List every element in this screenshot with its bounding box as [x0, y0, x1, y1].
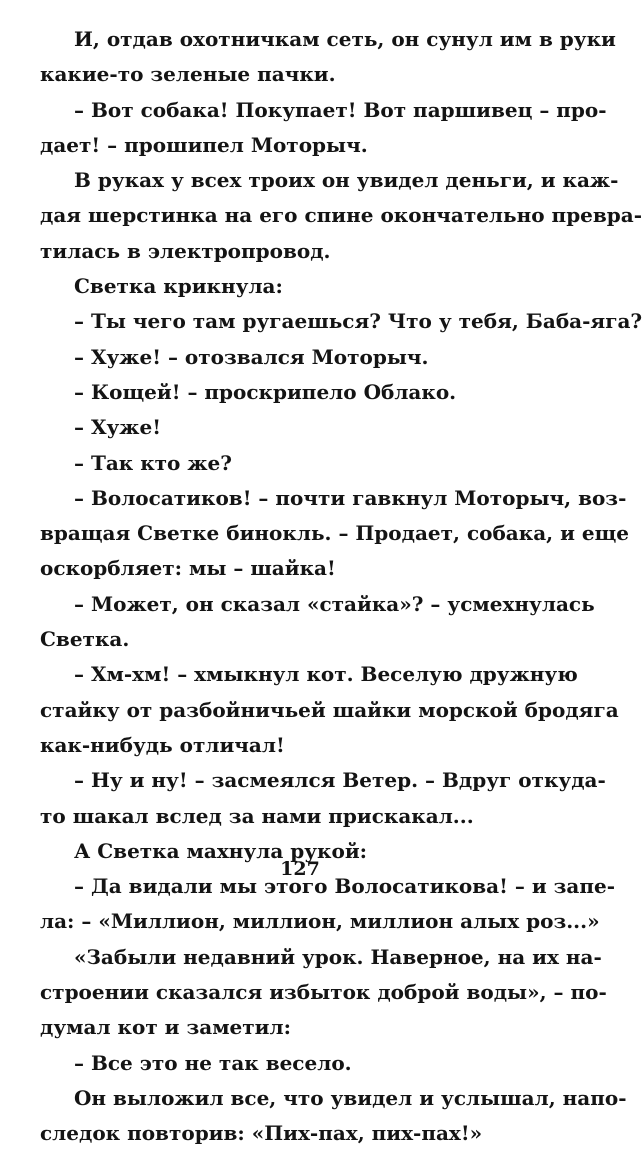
- text-line: Он выложил все, что увидел и услышал, напо-: [74, 1085, 627, 1110]
- text-line: «Забыли недавний урок. Наверное, на их на-: [74, 944, 602, 969]
- text-line: какие-то зеленые пачки.: [40, 62, 336, 87]
- text-line: думал кот и заметил:: [40, 1015, 291, 1040]
- text-line: оскорбляет: мы – шайка!: [40, 556, 336, 581]
- text-line: – Так кто же?: [74, 450, 232, 475]
- text-line: – Хуже! – отозвался Моторыч.: [74, 344, 429, 369]
- text-line: – Все это не так весело.: [74, 1050, 352, 1075]
- text-line: дает! – прошипел Моторыч.: [40, 132, 368, 157]
- book-page-text: [40, 22, 642, 1152]
- text-line: вращая Светке бинокль. – Продает, собака, и еще: [40, 521, 629, 546]
- text-line: дая шерстинка на его спине окончательно превра-: [40, 203, 642, 228]
- text-line: Светка крикнула:: [74, 274, 283, 299]
- text-line: то шакал вслед за нами прискакал...: [40, 803, 474, 828]
- text-line: стайку от разбойничьей шайки морской бродяга: [40, 697, 619, 722]
- text-line: – Хуже!: [74, 415, 161, 440]
- text-line: – Ты чего там ругаешься? Что у тебя, Баба-яга?: [74, 309, 642, 334]
- text-line: – Может, он сказал «стайка»? – усмехнулась: [74, 591, 595, 616]
- page-number: 127: [280, 858, 320, 880]
- text-line: Светка.: [40, 627, 130, 652]
- text-line: строении сказался избыток доброй воды», – по-: [40, 980, 607, 1005]
- text-line: ла: – «Миллион, миллион, миллион алых роз...»: [40, 909, 600, 934]
- text-line: – Кощей! – проскрипело Облако.: [74, 379, 457, 404]
- text-line: как-нибудь отличал!: [40, 732, 285, 757]
- text-line: – Вот собака! Покупает! Вот паршивец – про-: [74, 97, 607, 122]
- text-line: И, отдав охотничкам сеть, он сунул им в руки: [74, 27, 616, 51]
- text-line: – Да видали мы этого Волосатикова! – и запе-: [74, 874, 616, 899]
- text-line: А Светка махнула рукой:: [74, 838, 368, 863]
- text-line: – Хм-хм! – хмыкнул кот. Веселую дружную: [74, 662, 578, 687]
- text-line: – Ну и ну! – засмеялся Ветер. – Вдруг откуда-: [74, 768, 606, 793]
- text-line: следок повторив: «Пих-пах, пих-пах!»: [40, 1121, 483, 1146]
- text-line: В руках у всех троих он увидел деньги, и каж-: [74, 168, 619, 193]
- text-line: тилась в электропровод.: [40, 238, 331, 263]
- text-line: – Волосатиков! – почти гавкнул Моторыч, воз-: [74, 485, 627, 510]
